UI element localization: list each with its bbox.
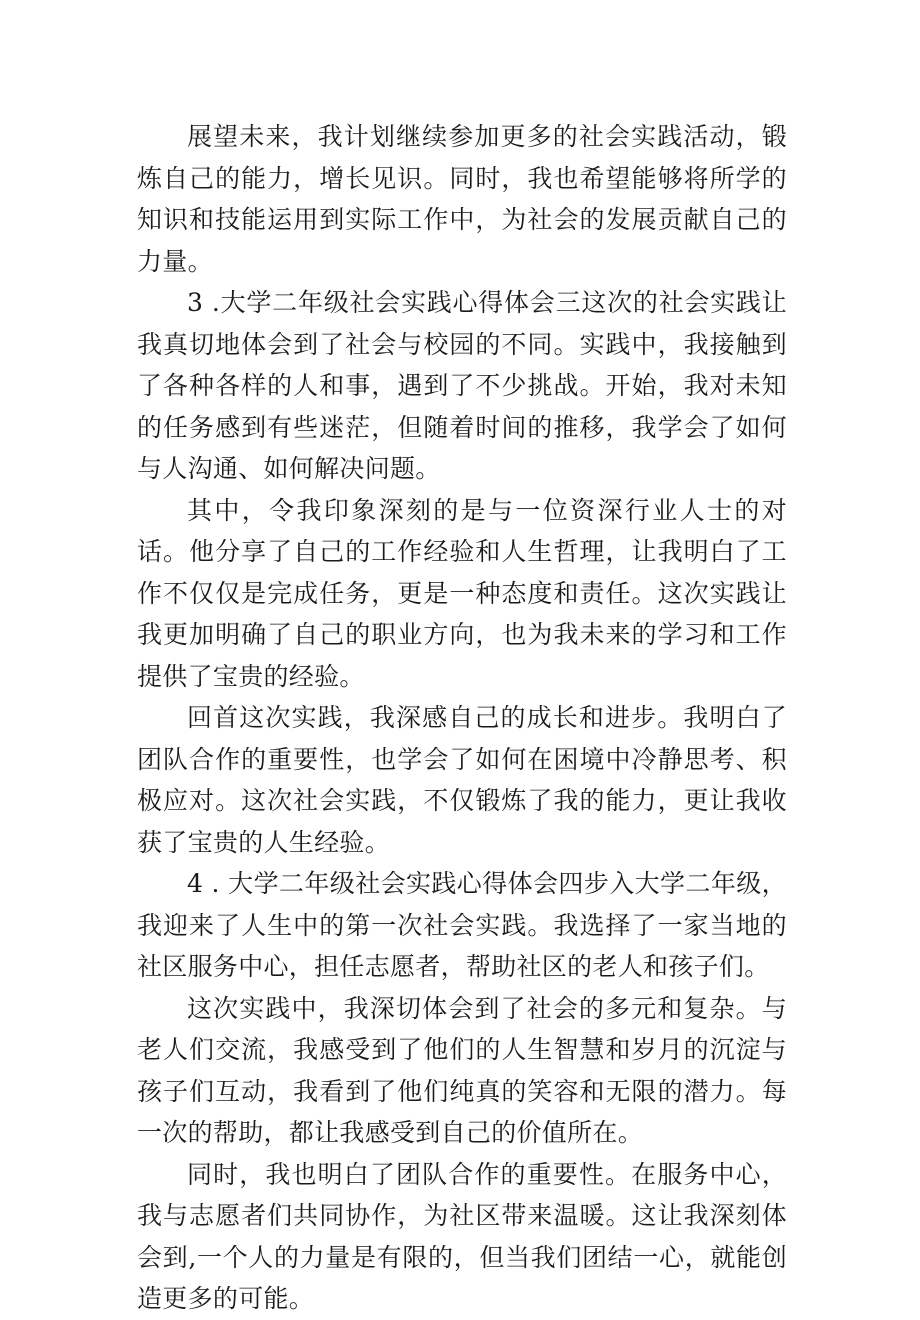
paragraph-essay-3: 3 .大学二年级社会实践心得体会三这次的社会实践让我真切地体会到了社会与校园的不同。实践中，我接触到了各种各样的人和事，遇到了不少挑战。开始，我对未知的任务感到有些迷茫，但随着时间的推移，我学会了如何与人沟通、如何解决问题。 [137,288,787,483]
paragraph-outlook: 展望未来，我计划继续参加更多的社会实践活动，锻炼自己的能力，增长见识。同时，我也希望能够将所学的知识和技能运用到实际工作中，为社会的发展贡献自己的力量。 [137,122,787,276]
paragraph-industry-conversation: 其中，令我印象深刻的是与一位资深行业人士的对话。他分享了自己的工作经验和人生哲理，让我明白了工作不仅仅是完成任务，更是一种态度和责任。这次实践让我更加明确了自己的职业方向，也为我未来的学习和工作提供了宝贵的经验。 [137,495,787,691]
document-body [137,116,787,1320]
paragraph-teamwork: 同时，我也明白了团队合作的重要性。在服务中心，我与志愿者们共同协作，为社区带来温暖。这让我深刻体会到,一个人的力量是有限的，但当我们团结一心，就能创造更多的可能。 [137,1159,787,1313]
paragraph-essay-4: 4 . 大学二年级社会实践心得体会四步入大学二年级，我迎来了人生中的第一次社会实践。我选择了一家当地的社区服务中心，担任志愿者，帮助社区的老人和孩子们。 [137,869,787,981]
paragraph-community-experience: 这次实践中，我深切体会到了社会的多元和复杂。与老人们交流，我感受到了他们的人生智慧和岁月的沉淀与孩子们互动，我看到了他们纯真的笑容和无限的潜力。每一次的帮助，都让我感受到自己的价值所在。 [137,993,787,1147]
paragraph-reflection: 回首这次实践，我深感自己的成长和进步。我明白了团队合作的重要性，也学会了如何在困境中冷静思考、积极应对。这次社会实践，不仅锻炼了我的能力，更让我收获了宝贵的人生经验。 [137,703,787,857]
